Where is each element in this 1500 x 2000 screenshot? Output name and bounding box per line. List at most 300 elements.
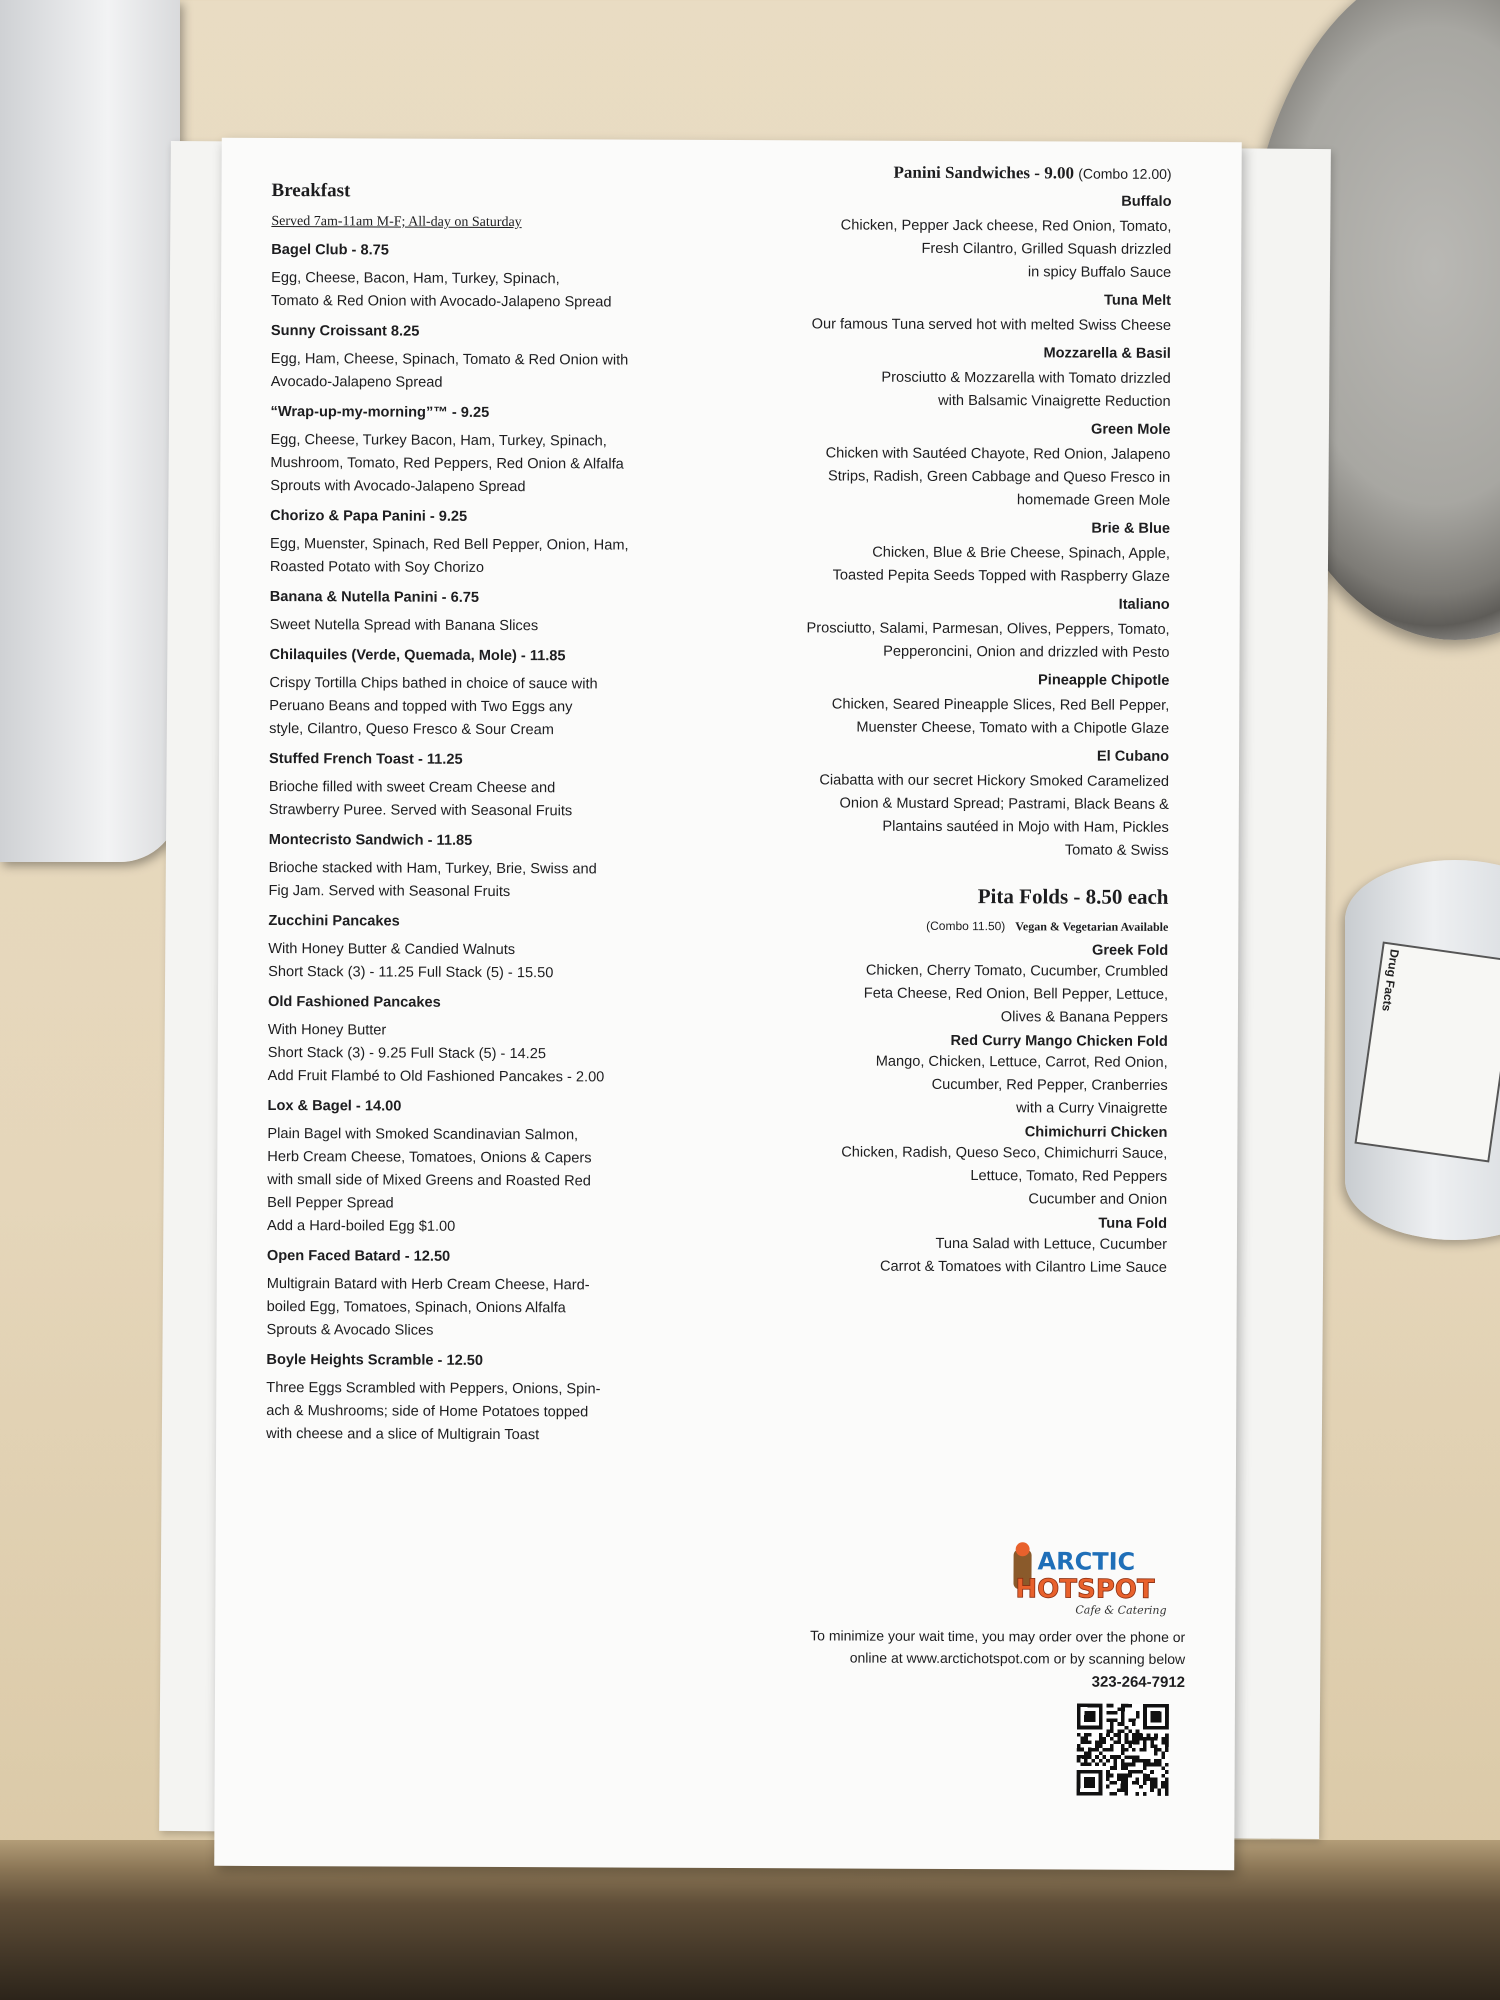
qr-module [1136,1737,1140,1741]
qr-module [1084,1759,1088,1763]
qr-module [1088,1748,1092,1752]
panini-item [731,192,1171,285]
qr-module [1103,1748,1107,1752]
panini-item-description: Prosciutto & Mozzarella with Tomato drizzled with Balsamic Vinaigrette Reduction [881,369,1171,410]
qr-module [1121,1707,1125,1711]
qr-module [1158,1792,1162,1796]
panini-item-description: Chicken, Blue & Brie Cheese, Spinach, Apple, Toasted Pepita Seeds Topped with Raspberry Glaze [832,544,1171,585]
panini-combo: (Combo 12.00) [1078,165,1172,182]
right-column [727,162,1172,1284]
breakfast-item-name: Chorizo & Papa Panini - 9.25 [270,507,468,525]
qr-module [1121,1711,1125,1715]
qr-module [1084,1711,1095,1722]
qr-module [1088,1733,1092,1737]
qr-module [1106,1774,1110,1778]
qr-module [1165,1770,1169,1774]
panini-item-name: El Cubano [1096,748,1170,765]
qr-module [1114,1740,1118,1744]
breakfast-item-description: Brioche stacked with Ham, Turkey, Brie, Swiss and Fig Jam. Served with Seasonal Fruits [268,859,597,901]
pita-item-name: Greek Fold [1091,942,1169,959]
qr-module [1121,1715,1125,1719]
qr-module [1121,1781,1125,1785]
qr-module [1080,1748,1084,1752]
qr-module [1132,1759,1136,1763]
qr-module [1121,1722,1125,1726]
qr-module [1165,1741,1169,1745]
qr-module [1154,1781,1158,1785]
qr-module [1124,1785,1128,1789]
qr-module [1121,1729,1125,1733]
qr-module [1161,1755,1165,1759]
qr-module [1106,1733,1110,1737]
pita-item [728,941,1168,1030]
qr-module [1095,1755,1099,1759]
qr-module [1154,1744,1158,1748]
panini-item-name: Green Mole [1090,421,1171,438]
qr-module [1110,1766,1114,1770]
qr-module [1099,1740,1103,1744]
qr-module [1161,1741,1165,1745]
breakfast-item-description: Crispy Tortilla Chips bathed in choice of sauce with Peruano Beans and topped with Two Eggs any style, Cilantro, Queso Fresco & Sour Cream [269,674,598,739]
panini-item-description: Chicken with Sautéed Chayote, Red Onion, Jalapeno Strips, Radish, Green Cabbage and Queso Fresco in homemade Green Mole [825,445,1171,509]
qr-module [1080,1737,1084,1741]
qr-module [1161,1785,1165,1789]
qr-module [1165,1781,1169,1785]
qr-module [1136,1770,1140,1774]
qr-module [1110,1774,1114,1778]
laptop-corner [0,0,180,862]
qr-module [1135,1781,1139,1785]
pita-item-description: Chicken, Radish, Queso Seco, Chimichurri Sauce, Lettuce, Tomato, Red Peppers Cucumber and Onion [841,1144,1168,1208]
qr-module [1080,1740,1084,1744]
qr-module [1113,1759,1117,1763]
pita-title: Pita Folds - 8.50 each [977,884,1169,909]
qr-module [1091,1759,1095,1763]
breakfast-item-name: Open Faced Batard - 12.50 [266,1247,451,1265]
qr-module [1103,1740,1107,1744]
qr-module [1121,1744,1125,1748]
panini-item-name: Tuna Melt [1104,292,1172,309]
qr-module [1158,1763,1162,1767]
qr-module [1117,1777,1121,1781]
breakfast-item [271,242,701,315]
qr-module [1080,1755,1084,1759]
panini-item [729,595,1169,665]
qr-module [1106,1785,1110,1789]
breakfast-item-description: With Honey Butter & Candied Walnuts Short Stack (3) - 11.25 Full Stack (5) - 15.50 [268,940,554,982]
qr-module [1114,1711,1118,1715]
qr-module [1103,1737,1107,1741]
qr-module [1106,1748,1110,1752]
qr-module [1143,1781,1147,1785]
breakfast-column [266,180,702,1458]
panini-item-description: Chicken, Pepper Jack cheese, Red Onion, Tomato, Fresh Cilantro, Grilled Squash drizzled in spicy Buffalo Sauce [840,217,1172,281]
qr-module [1132,1722,1136,1726]
logo-text-bottom: HOTSPOT [1015,1574,1155,1605]
qr-module [1091,1748,1095,1752]
qr-module [1147,1763,1151,1767]
qr-module [1110,1718,1114,1722]
panini-item [729,671,1169,741]
qr-module [1088,1755,1092,1759]
qr-module [1077,1755,1081,1759]
pita-items [727,941,1168,1280]
breakfast-item [271,323,701,396]
qr-module [1113,1763,1117,1767]
qr-module [1106,1718,1110,1722]
breakfast-item [268,913,698,986]
qr-module [1110,1704,1114,1708]
breakfast-item-name: Banana & Nutella Panini - 6.75 [269,588,480,606]
breakfast-item-name: Montecristo Sandwich - 11.85 [268,831,473,849]
breakfast-item-name: Zucchini Pancakes [268,912,400,930]
qr-module [1125,1733,1129,1737]
qr-module [1125,1748,1129,1752]
qr-module [1084,1737,1088,1741]
pita-item-description: Chicken, Cherry Tomato, Cucumber, Crumbled Feta Cheese, Red Onion, Bell Pepper, Lettuce, Olives & Banana Peppers [863,962,1169,1026]
pita-vegan-note: Vegan & Vegetarian Available [1015,919,1169,934]
qr-module [1106,1777,1110,1781]
qr-module [1077,1759,1081,1763]
breakfast-item [269,751,699,824]
qr-module [1132,1737,1136,1741]
qr-module [1150,1737,1154,1741]
qr-module [1150,1788,1154,1792]
pita-item-description: Mango, Chicken, Lettuce, Carrot, Red Onion, Cucumber, Red Pepper, Cranberries with a Curry Vinaigrette [875,1053,1168,1117]
qr-module [1165,1785,1169,1789]
qr-module [1136,1733,1140,1737]
qr-module [1125,1763,1129,1767]
qr-module [1114,1733,1118,1737]
qr-module [1136,1715,1140,1719]
qr-module [1132,1770,1136,1774]
qr-module [1161,1766,1165,1770]
panini-item [731,344,1171,414]
qr-module [1110,1792,1114,1796]
qr-module [1106,1711,1110,1715]
pita-item-name: Chimichurri Chicken [1024,1124,1168,1141]
qr-module [1158,1789,1162,1793]
qr-module [1121,1788,1125,1792]
panini-item [730,420,1170,513]
arctic-hotspot-logo [1005,1539,1185,1620]
pita-item [727,1214,1167,1280]
qr-module [1128,1755,1132,1759]
qr-module [1124,1792,1128,1796]
qr-module [1084,1777,1095,1788]
breakfast-item-description: Plain Bagel with Smoked Scandinavian Salmon, Herb Cream Cheese, Tomatoes, Onions & Capers with small side of Mixed Greens and Roasted Red Bell Pepper Spread Add a Hard-boiled Egg $1.00 [266,1125,592,1235]
qr-module [1110,1722,1114,1726]
breakfast-title: Breakfast [271,180,351,202]
qr-module [1125,1704,1129,1708]
qr-module [1143,1737,1147,1741]
qr-module [1165,1792,1169,1796]
qr-module [1125,1726,1129,1730]
qr-module [1117,1788,1121,1792]
logo-tagline: Cafe & Catering [1075,1603,1167,1617]
qr-module [1147,1733,1151,1737]
qr-module [1102,1763,1106,1767]
qr-module [1158,1748,1162,1752]
qr-module [1084,1740,1088,1744]
breakfast-item [269,647,699,743]
qr-module [1154,1752,1158,1756]
qr-module [1084,1755,1088,1759]
breakfast-item-name: Stuffed French Toast - 11.25 [269,750,463,768]
qr-module [1154,1748,1158,1752]
qr-module [1106,1704,1110,1708]
panini-item-description: Chicken, Seared Pineapple Slices, Red Bell Pepper, Muenster Cheese, Tomato with a Chipotle Glaze [831,696,1170,737]
qr-code[interactable] [1077,1704,1169,1796]
qr-module [1125,1741,1129,1745]
qr-module [1095,1762,1099,1766]
qr-module [1125,1755,1129,1759]
qr-module [1077,1733,1081,1737]
qr-module [1121,1777,1125,1781]
qr-module [1132,1733,1136,1737]
panini-item-name: Italiano [1118,596,1170,613]
qr-module [1117,1737,1121,1741]
qr-module [1124,1774,1128,1778]
qr-module [1139,1737,1143,1741]
panini-item-name: Buffalo [1121,193,1172,210]
qr-module [1099,1744,1103,1748]
qr-module [1158,1759,1162,1763]
panini-item [731,291,1171,338]
panini-item [730,519,1170,589]
breakfast-item-name: Chilaquiles (Verde, Quemada, Mole) - 11.85 [269,646,566,665]
qr-module [1143,1744,1147,1748]
qr-module [1150,1785,1154,1789]
breakfast-item [270,589,700,639]
qr-module [1102,1755,1106,1759]
qr-module [1099,1733,1103,1737]
qr-module [1128,1718,1132,1722]
panini-item-description: Our famous Tuna served hot with melted Swiss Cheese [811,316,1171,334]
qr-module [1124,1788,1128,1792]
qr-module [1165,1789,1169,1793]
qr-module [1121,1774,1125,1778]
qr-module [1147,1774,1151,1778]
qr-module [1128,1774,1132,1778]
qr-module [1124,1777,1128,1781]
qr-module [1143,1763,1147,1767]
qr-module [1125,1766,1129,1770]
breakfast-item [267,1248,697,1344]
qr-module [1095,1740,1099,1744]
qr-module [1110,1781,1114,1785]
qr-module [1154,1777,1158,1781]
qr-module [1114,1755,1118,1759]
qr-module [1161,1737,1165,1741]
panini-item-description: Ciabatta with our secret Hickory Smoked Caramelized Onion & Mustard Spread; Pastrami, Black Beans & Plantains sautéed in Mojo with Ham, Pickles Tomato & Swiss [819,772,1170,859]
qr-module [1143,1774,1147,1778]
qr-module [1139,1785,1143,1789]
qr-module [1113,1781,1117,1785]
qr-module [1110,1726,1114,1730]
panini-title: Panini Sandwiches - 9.00 [893,162,1075,183]
breakfast-item-description: Egg, Cheese, Bacon, Ham, Turkey, Spinach, Tomato & Red Onion with Avocado-Jalapeno Spread [271,269,612,311]
pita-item [727,1032,1167,1121]
qr-module [1132,1748,1136,1752]
qr-module [1139,1748,1143,1752]
qr-module [1161,1781,1165,1785]
breakfast-items [266,242,701,1448]
breakfast-item-name: Bagel Club - 8.75 [271,242,389,259]
qr-module [1143,1759,1147,1763]
pita-item-name: Tuna Fold [1098,1215,1168,1232]
qr-module [1099,1759,1103,1763]
qr-module [1121,1759,1125,1763]
qr-module [1165,1748,1169,1752]
qr-module [1128,1763,1132,1767]
qr-module [1106,1729,1110,1733]
qr-module [1128,1744,1132,1748]
pita-subheader [728,918,1168,935]
qr-module [1121,1748,1125,1752]
logo-text-top: ARCTIC [1037,1547,1136,1576]
qr-module [1143,1766,1147,1770]
qr-module [1110,1737,1114,1741]
qr-module [1077,1744,1081,1748]
breakfast-item [267,1098,698,1240]
qr-module [1165,1763,1169,1767]
qr-module [1117,1729,1121,1733]
panini-header [732,162,1172,184]
qr-module [1099,1737,1103,1741]
qr-module [1117,1707,1121,1711]
qr-module [1117,1774,1121,1778]
breakfast-item [266,1352,696,1448]
breakfast-item-description: Brioche filled with sweet Cream Cheese and Strawberry Puree. Served with Seasonal Fruits [268,778,573,820]
qr-module [1165,1778,1169,1782]
qr-module [1165,1737,1169,1741]
qr-module [1095,1744,1099,1748]
panini-item-name: Pineapple Chipotle [1038,672,1170,689]
qr-module [1128,1730,1132,1734]
qr-module [1128,1770,1132,1774]
qr-module [1136,1759,1140,1763]
qr-module [1147,1777,1151,1781]
qr-module [1143,1748,1147,1752]
panini-item-name: Mozzarella & Basil [1043,345,1171,362]
qr-module [1095,1748,1099,1752]
breakfast-item-description: Egg, Ham, Cheese, Spinach, Tomato & Red Onion with Avocado-Jalapeno Spread [270,350,629,391]
phone-number: 323-264-7912 [1091,1673,1186,1692]
qr-module [1124,1781,1128,1785]
qr-module [1121,1785,1125,1789]
qr-module [1114,1718,1118,1722]
breakfast-item-name: Boyle Heights Scramble - 12.50 [266,1351,484,1369]
qr-module [1161,1752,1165,1756]
qr-module [1121,1763,1125,1767]
qr-module [1110,1748,1114,1752]
qr-module [1135,1792,1139,1796]
qr-module [1132,1781,1136,1785]
qr-module [1135,1777,1139,1781]
breakfast-item-description: Egg, Muenster, Spinach, Red Bell Pepper, Onion, Ham, Roasted Potato with Soy Chorizo [269,535,629,576]
qr-module [1113,1766,1117,1770]
breakfast-item [270,508,700,581]
breakfast-item-description: Sweet Nutella Spread with Banana Slices [269,616,539,635]
qr-module [1147,1759,1151,1763]
qr-module [1147,1737,1151,1741]
panini-item-name: Brie & Blue [1091,520,1171,537]
breakfast-item-name: Lox & Bagel - 14.00 [267,1097,402,1115]
panini-item-description: Prosciutto, Salami, Parmesan, Olives, Peppers, Tomato, Pepperoncini, Onion and drizzled with Pesto [806,620,1170,661]
qr-module [1121,1766,1125,1770]
qr-module [1084,1762,1088,1766]
qr-module [1136,1741,1140,1745]
qr-module [1077,1748,1081,1752]
qr-module [1121,1704,1125,1708]
qr-module [1117,1733,1121,1737]
qr-module [1113,1792,1117,1796]
qr-module [1143,1777,1147,1781]
qr-module [1139,1759,1143,1763]
qr-module [1154,1737,1158,1741]
qr-module [1154,1785,1158,1789]
qr-module [1132,1741,1136,1745]
pita-item-name: Red Curry Mango Chicken Fold [950,1032,1168,1050]
qr-module [1080,1762,1084,1766]
breakfast-item-description: Multigrain Batard with Herb Cream Cheese, Hard- boiled Egg, Tomatoes, Spinach, Onions Alfalfa Sprouts & Avocado Slices [266,1275,590,1339]
qr-module [1088,1762,1092,1766]
qr-module [1132,1763,1136,1767]
qr-module [1139,1770,1143,1774]
pita-combo: (Combo 11.50) [926,918,1006,934]
cup-label-text: Drug Facts [1379,948,1402,1013]
qr-module [1117,1755,1121,1759]
qr-module [1117,1741,1121,1745]
breakfast-item-name: Old Fashioned Pancakes [267,993,441,1011]
qr-module [1132,1718,1136,1722]
qr-module [1143,1792,1147,1796]
qr-module [1106,1759,1110,1763]
qr-module [1121,1718,1125,1722]
qr-module [1136,1711,1140,1715]
breakfast-item [268,994,698,1090]
menu-sheet [214,138,1242,1870]
qr-module [1088,1751,1092,1755]
qr-module [1110,1711,1114,1715]
logo-mascot-head [1016,1542,1030,1556]
qr-module [1150,1744,1154,1748]
qr-module [1154,1733,1158,1737]
qr-module [1088,1740,1092,1744]
breakfast-served-hours: Served 7am-11am M-F; All-day on Saturday [271,214,522,231]
panini-item [729,747,1169,863]
breakfast-item-name: Sunny Croissant 8.25 [270,322,420,340]
qr-module [1106,1770,1110,1774]
qr-module [1121,1752,1125,1756]
qr-module [1150,1763,1154,1767]
qr-module [1139,1733,1143,1737]
qr-module [1110,1755,1114,1759]
qr-module [1150,1770,1154,1774]
qr-module [1128,1741,1132,1745]
pita-item-description: Tuna Salad with Lettuce, Cucumber Carrot & Tomatoes with Cilantro Lime Sauce [879,1235,1167,1276]
breakfast-item-description: Egg, Cheese, Turkey Bacon, Ham, Turkey, Spinach, Mushroom, Tomato, Red Peppers, Red Onion & Alfalfa Sprouts with Avocado-Jalapeno Spread [270,431,624,496]
qr-module [1165,1744,1169,1748]
qr-module [1136,1730,1140,1734]
qr-module [1110,1729,1114,1733]
qr-module [1150,1741,1154,1745]
qr-module [1084,1733,1088,1737]
qr-module [1154,1763,1158,1767]
qr-module [1150,1711,1161,1722]
qr-module [1150,1781,1154,1785]
